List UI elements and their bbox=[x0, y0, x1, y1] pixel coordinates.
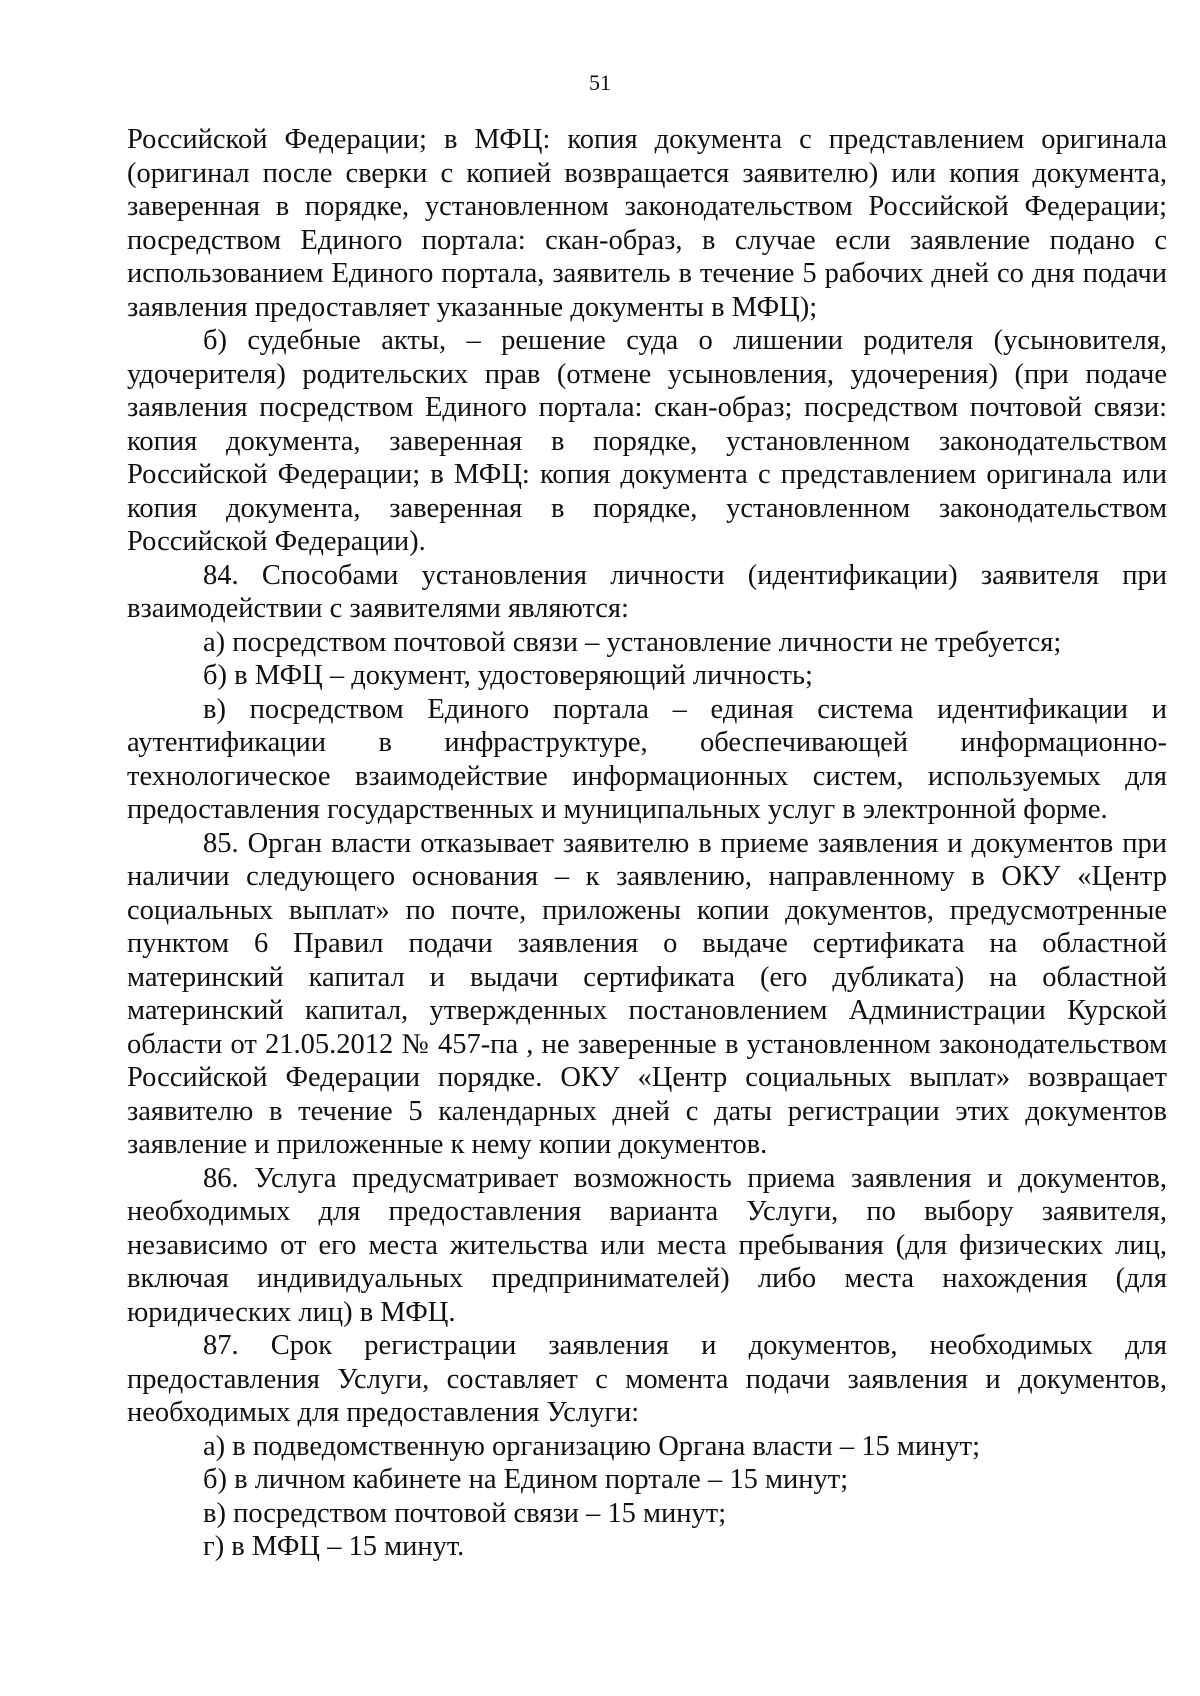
paragraph-item-b-court-acts: б) судебные акты, – решение суда о лишении родителя (усыновителя, удочерителя) родительских прав (отмене усыновления, удочерения) (при подаче заявления посредством Единого портала: скан-образ; посредством почтовой связи: копия документа, заверенная в порядке, установленном законодательством Российской Федерации; в МФЦ: копия документа с представлением оригинала или копия документа, заверенная в порядке, установленном законодательством Российской Федерации). bbox=[127, 325, 1167, 557]
paragraph-87-item-b: б) в личном кабинете на Едином портале – 15 минут; bbox=[203, 1464, 849, 1495]
paragraph-84-item-v: в) посредством Единого портала – единая система идентификации и аутентификации в инфраструктуре, обеспечивающей информационно-технологическое взаимодействие информационных систем, используемых для предоставления государственных и муниципальных услуг в электронной форме. bbox=[127, 693, 1167, 825]
page-number: 51 bbox=[589, 70, 611, 95]
paragraph-87: 87. Срок регистрации заявления и документов, необходимых для предоставления Услуги, составляет с момента подачи заявления и документов, необходимых для предоставления Услуги: bbox=[127, 1330, 1167, 1428]
paragraph-continuation: Российской Федерации; в МФЦ: копия документа с представлением оригинала (оригинал после сверки с копией возвращается заявителю) или копия документа, заверенная в порядке, установленном законодательством Российской Федерации; посредством Единого портала: скан-образ, в случае если заявление подано с использованием Единого портала, заявитель в течение 5 рабочих дней со дня подачи заявления предоставляет указанные документы в МФЦ); bbox=[127, 124, 1167, 323]
paragraph-87-item-v: в) посредством почтовой связи – 15 минут; bbox=[203, 1497, 727, 1529]
paragraph-86: 86. Услуга предусматривает возможность приема заявления и документов, необходимых для предоставления варианта Услуги, по выбору заявителя, независимо от его места жительства или места пребывания (для физических лиц, включая индивидуальных предпринимателей) либо места нахождения (для юридических лиц) в МФЦ. bbox=[127, 1162, 1167, 1328]
paragraph-85: 85. Орган власти отказывает заявителю в приеме заявления и документов при наличии следующего основания – к заявлению, направленному в ОКУ «Центр социальных выплат» по почте, приложены копии документов, предусмотренные пунктом 6 Правил подачи заявления о выдаче сертификата на областной материнский капитал и выдачи сертификата (его дубликата) на областной материнский капитал, утвержденных постановлением Администрации Курской области от 21.05.2012 № 457-па , не заверенные в установленном законодательством Российской Федерации порядке. ОКУ «Центр социальных выплат» возвращает заявителю в течение 5 календарных дней с даты регистрации этих документов заявление и приложенные к нему копии документов. bbox=[127, 827, 1167, 1160]
paragraph-87-item-g: г) в МФЦ – 15 минут. bbox=[203, 1531, 465, 1562]
paragraph-87-item-a: а) в подведомственную организацию Органа власти – 15 минут; bbox=[203, 1430, 981, 1462]
paragraph-84-item-b: б) в МФЦ – документ, удостоверяющий личность; bbox=[203, 660, 813, 691]
paragraph-84: 84. Способами установления личности (идентификации) заявителя при взаимодействии с заявителями являются: bbox=[127, 559, 1167, 624]
paragraph-84-item-a: а) посредством почтовой связи – установление личности не требуется; bbox=[203, 626, 1062, 658]
document-body bbox=[127, 123, 1167, 1564]
